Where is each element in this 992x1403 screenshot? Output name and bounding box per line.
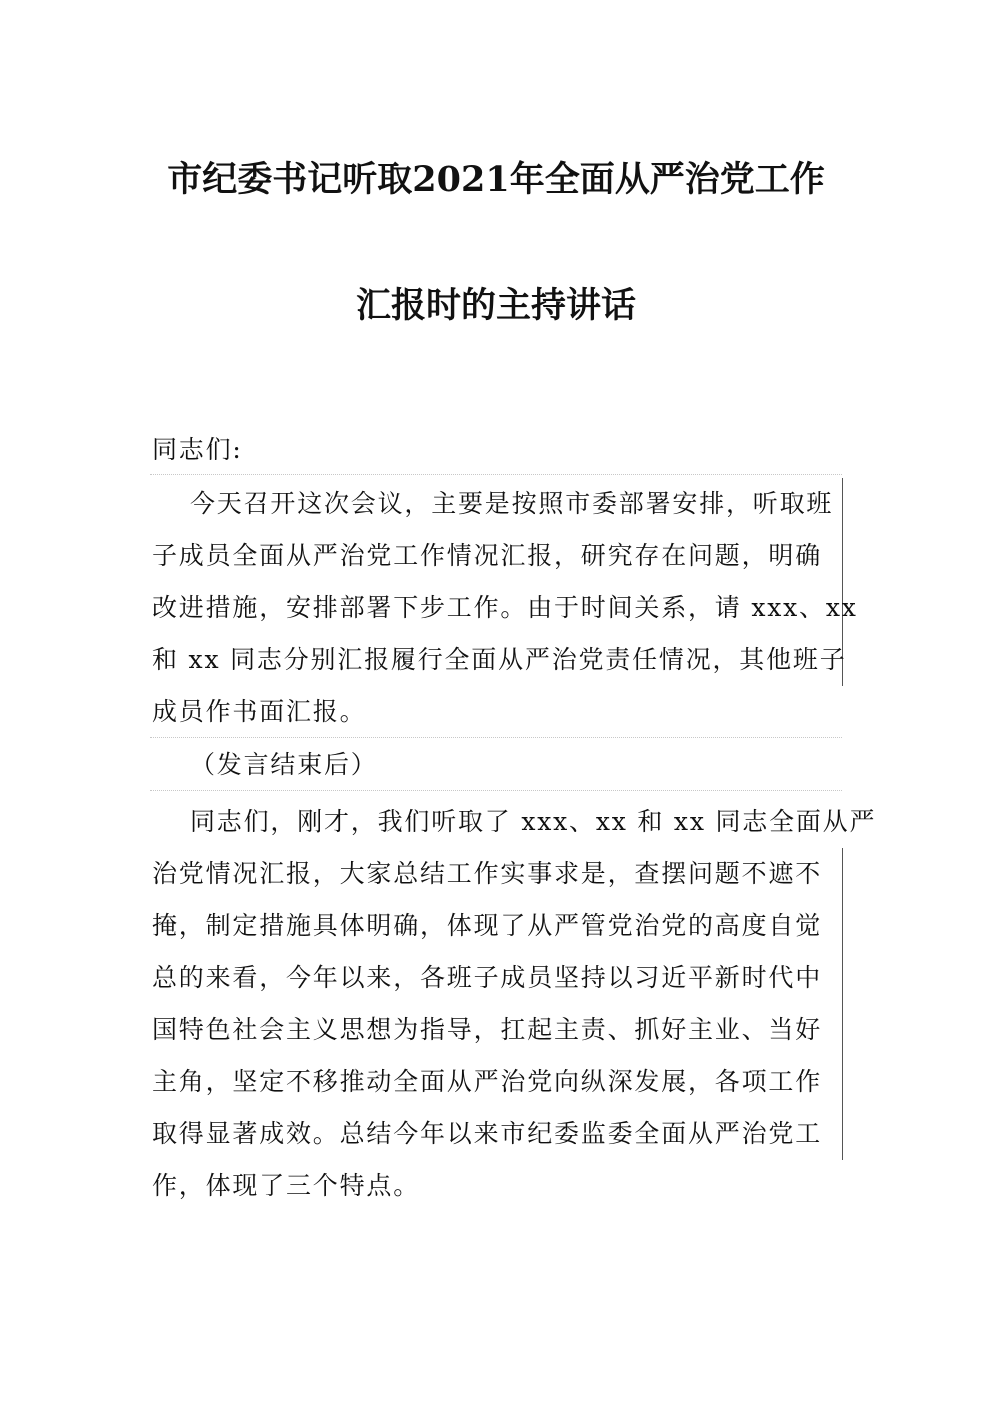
paragraph-2-line: 同志们，刚才，我们听取了 xxx、xx 和 xx 同志全面从严: [190, 807, 877, 836]
paragraph-1-line: 子成员全面从严治党工作情况汇报，研究存在问题，明确: [152, 530, 843, 582]
paragraph-2-line: 作，体现了三个特点。: [152, 1171, 421, 1200]
divider: [150, 790, 842, 791]
paragraph-1-line: 和 xx 同志分别汇报履行全面从严治党责任情况，其他班子: [152, 634, 843, 686]
paragraph-2-line: 掩，制定措施具体明确，体现了从严管党治党的高度自觉: [152, 900, 843, 952]
paragraph-1-line: 改进措施，安排部署下步工作。由于时间关系，请 xxx、xx: [152, 582, 843, 634]
document-title-line-1: 市纪委书记听取2021年全面从严治党工作: [167, 159, 825, 200]
salutation: 同志们:: [152, 435, 243, 464]
note-after-speech: （发言结束后）: [190, 750, 378, 779]
paragraph-2-line: 治党情况汇报，大家总结工作实事求是，查摆问题不遮不: [152, 848, 843, 900]
paragraph-1-line: 今天召开这次会议，主要是按照市委部署安排，听取班: [190, 478, 843, 530]
paragraph-1-line: 成员作书面汇报。: [152, 697, 367, 726]
paragraph-2-line: 取得显著成效。总结今年以来市纪委监委全面从严治党工: [152, 1108, 843, 1160]
paragraph-2-line: 国特色社会主义思想为指导，扛起主责、抓好主业、当好: [152, 1004, 843, 1056]
document-title-line-2: 汇报时的主持讲话: [355, 285, 636, 326]
paragraph-2-line: 总的来看，今年以来，各班子成员坚持以习近平新时代中: [152, 952, 843, 1004]
paragraph-2-line: 主角，坚定不移推动全面从严治党向纵深发展，各项工作: [152, 1056, 843, 1108]
divider: [150, 474, 842, 475]
divider: [150, 737, 842, 738]
